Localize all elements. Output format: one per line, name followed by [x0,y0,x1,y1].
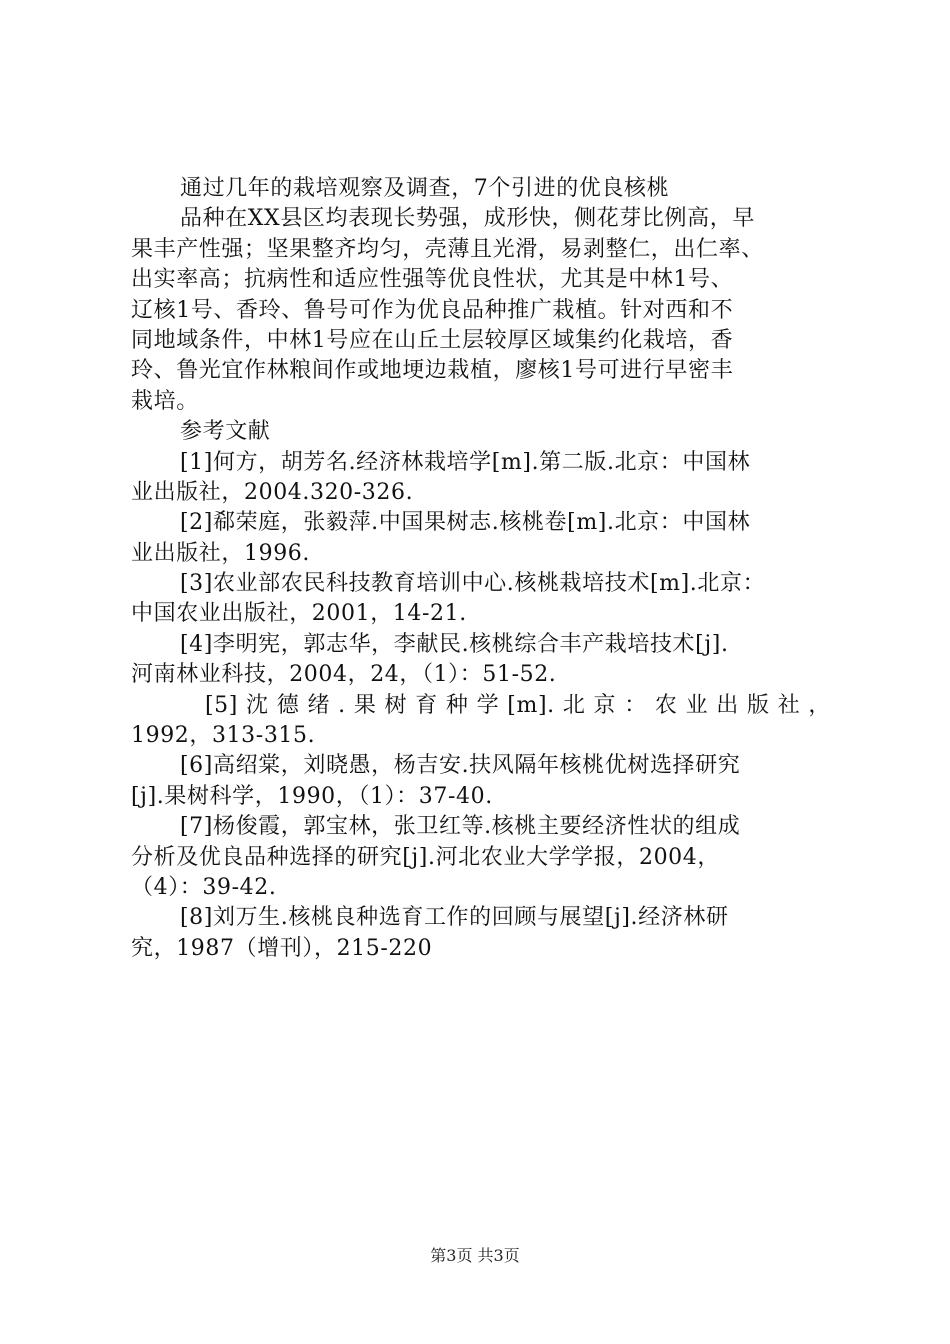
reference-line: 1992，313-315. [131,723,316,749]
reference-line: [4]李明宪，郭志华，李献民.核桃综合丰产栽培技术[j]. [180,631,729,657]
reference-line: 业出版社，1996. [131,540,310,566]
reference-line: [2]郗荣庭，张毅萍.中国果树志.核桃卷[m].北京：中国林 [180,510,751,536]
reference-line: （4）：39-42. [131,874,277,900]
body-line: 品种在XX县区均表现长势强，成形快，侧花芽比例高，早 [180,206,755,232]
body-line: 出实率高；抗病性和适应性强等优良性状，尤其是中林1号、 [131,267,734,293]
reference-line: 河南林业科技，2004，24，（1）：51-52. [131,662,557,688]
reference-line: [j].果树科学，1990，（1）：37-40. [131,783,493,809]
body-line: 果丰产性强；坚果整齐均匀，壳薄且光滑，易剥整仁，出仁率、 [131,236,764,262]
body-line: 玲、鲁光宜作林粮间作或地埂边栽植，廖核1号可进行早密丰 [131,358,734,384]
reference-line: [5]沈德绪.果树育种学[m].北京：农业出版社， [205,692,831,718]
reference-line: 业出版社，2004.320-326. [131,479,414,505]
body-line: 通过几年的栽培观察及调查，7个引进的优良核桃 [180,176,670,201]
references-heading: 参考文献 [180,419,271,445]
reference-line: [6]高绍棠，刘晓愚，杨吉安.扶风隔年核桃优树选择研究 [180,753,741,779]
reference-line: [8]刘万生.核桃良种选育工作的回顾与展望[j].经济林研 [180,905,729,931]
body-line: 栽培。 [131,388,199,414]
reference-line: 中国农业出版社，2001，14-21. [131,601,467,627]
body-line: 辽核1号、香玲、鲁号可作为优良品种推广栽植。针对西和不 [131,297,734,323]
reference-line: [7]杨俊霞，郭宝林，张卫红等.核桃主要经济性状的组成 [180,814,741,840]
reference-line: 分析及优良品种选择的研究[j].河北农业大学学报，2004， [131,844,720,870]
reference-line: [3]农业部农民科技教育培训中心.核桃栽培技术[m].北京： [180,571,766,597]
reference-line: [1]何方，胡芳名.经济林栽培学[m].第二版.北京：中国林 [180,449,751,475]
document-content [131,174,831,964]
body-line: 同地域条件，中林1号应在山丘土层较厚区域集约化栽培，香 [131,327,734,353]
page-footer: 第3页 共3页 [430,1246,520,1265]
reference-line: 究，1987（增刊），215-220 [131,935,433,961]
